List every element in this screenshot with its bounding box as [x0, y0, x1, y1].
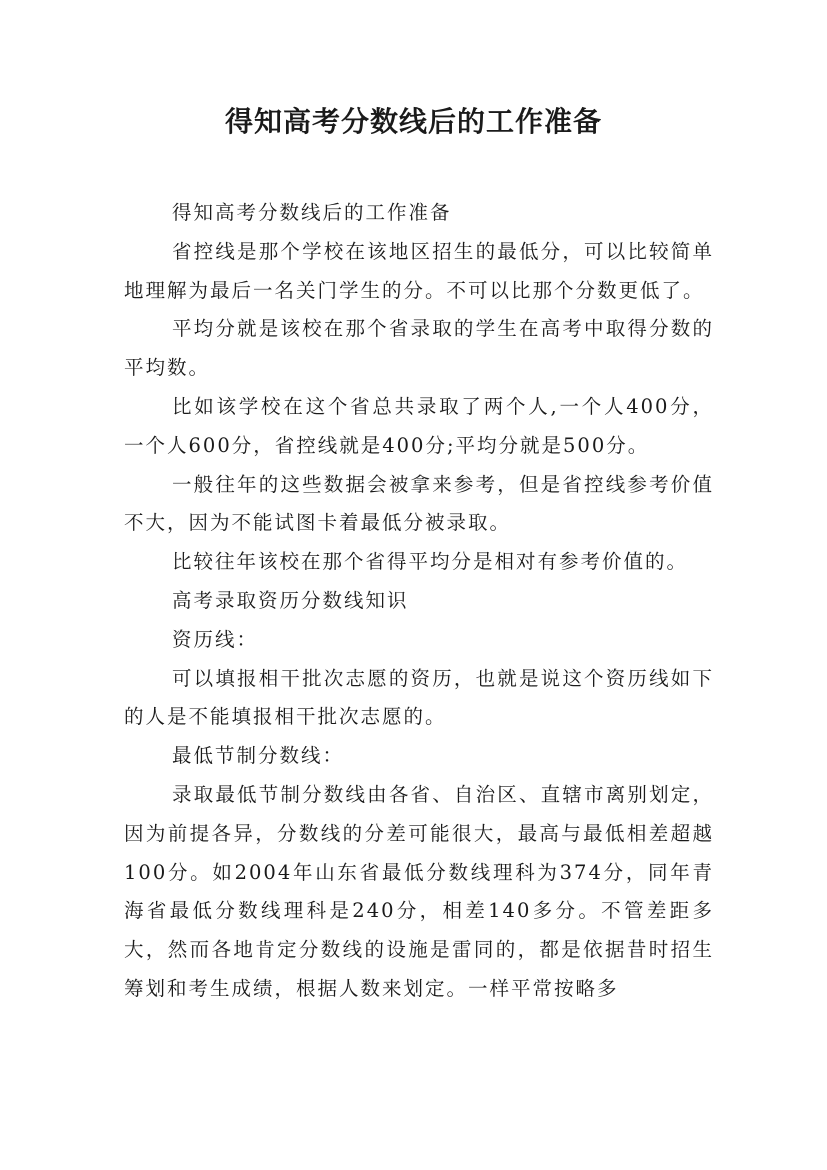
paragraph: 录取最低节制分数线由各省、自治区、直辖市离别划定，因为前提各异，分数线的分差可能很大，最高与最低相差超越100分。如2004年山东省最低分数线理科为374分，同年青海省最低分数线理科是240分，相差140多分。不管差距多大，然而各地肯定分数线的设施是雷同的，都是依据昔时招生筹划和考生成绩，根据人数来划定。一样平常按略多: [124, 782, 714, 1000]
paragraph: 一般往年的这些数据会被拿来参考，但是省控线参考价值不大，因为不能试图卡着最低分被录取。: [124, 472, 714, 535]
paragraph: 最低节制分数线：: [172, 744, 345, 768]
paragraph: 比如该学校在这个省总共录取了两个人,一个人400分，一个人600分，省控线就是400分;平均分就是500分。: [124, 394, 714, 457]
paragraph: 平均分就是该校在那个省录取的学生在高考中取得分数的平均数。: [124, 317, 714, 380]
paragraph: 高考录取资历分数线知识: [172, 588, 409, 612]
paragraph: 得知高考分数线后的工作准备: [172, 201, 452, 224]
paragraph: 省控线是那个学校在该地区招生的最低分，可以比较简单地理解为最后一名关门学生的分。不可以比那个分数更低了。: [124, 239, 714, 302]
paragraph: 资历线：: [172, 627, 259, 651]
paragraph: 比较往年该校在那个省得平均分是相对有参考价值的。: [172, 550, 689, 574]
paragraph: 可以填报相干批次志愿的资历，也就是说这个资历线如下的人是不能填报相干批次志愿的。: [124, 666, 714, 729]
document-body: [124, 194, 714, 1009]
document-title: 得知高考分数线后的工作准备: [224, 105, 602, 138]
